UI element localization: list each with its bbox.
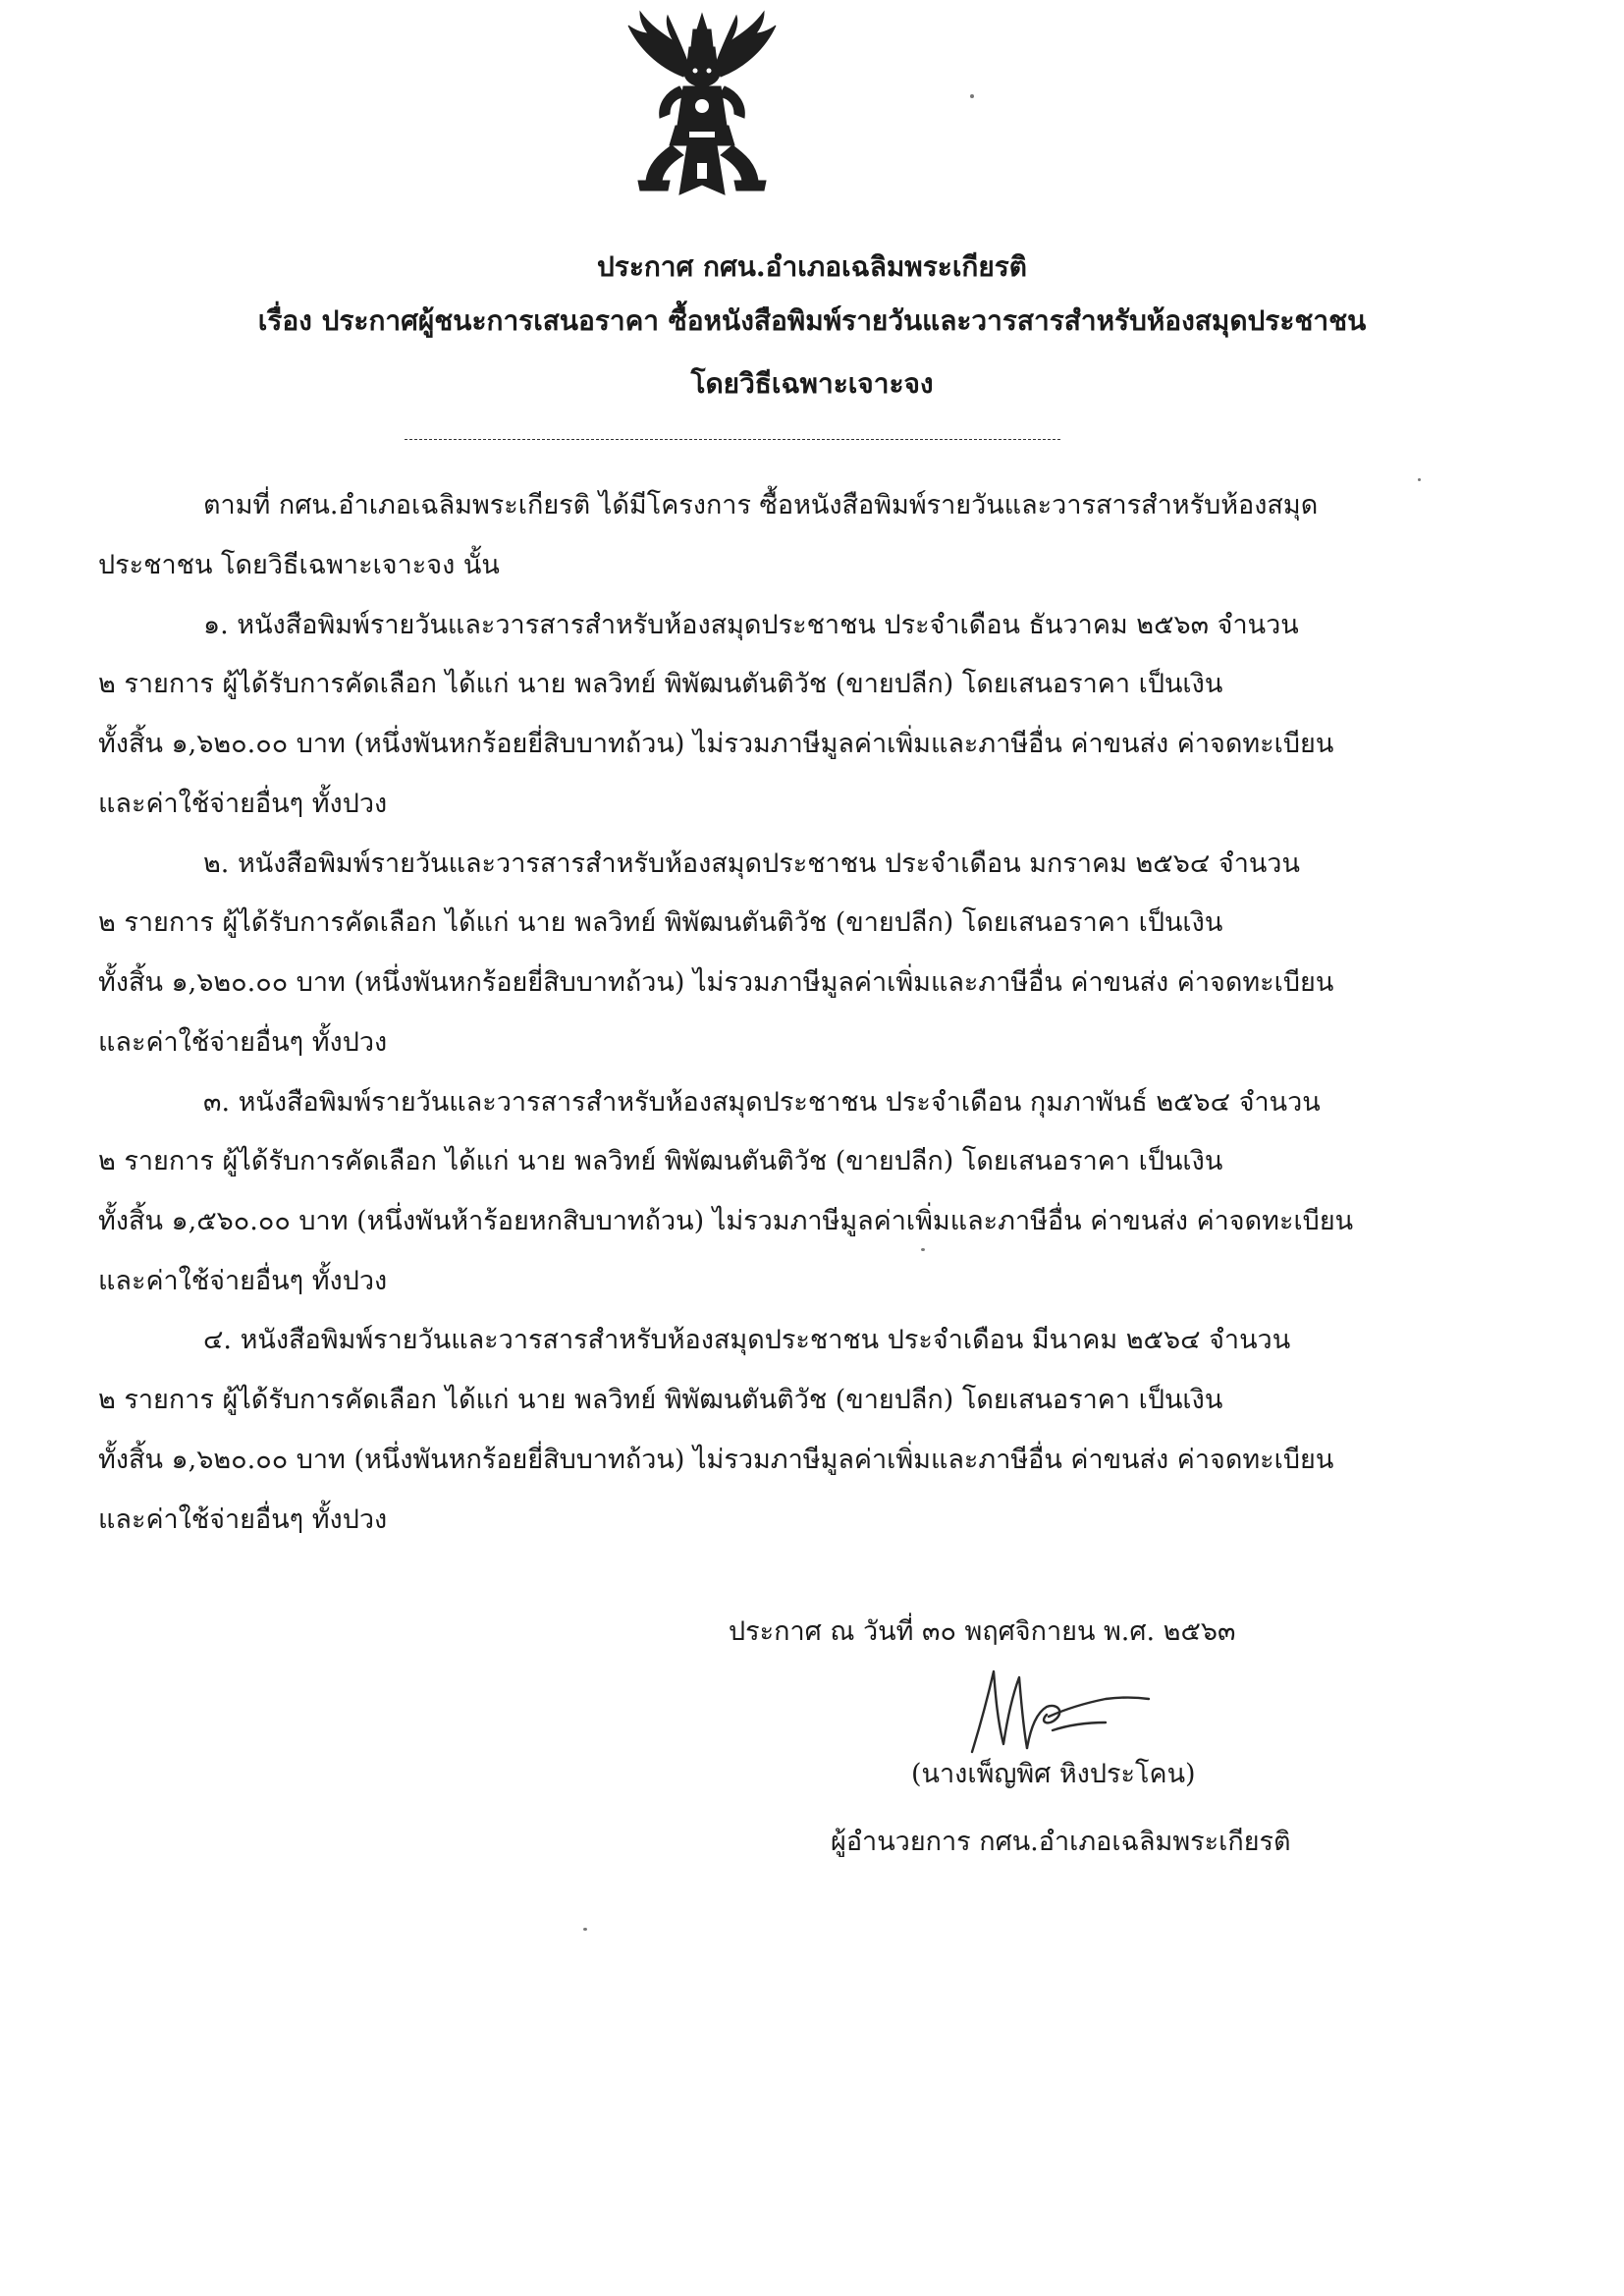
announcement-method: โดยวิธีเฉพาะเจาะจง: [690, 367, 934, 400]
item-2-line-2: ๒ รายการ ผู้ได้รับการคัดเลือก ได้แก่ นาย พลวิทย์ พิพัฒนตันติวัช (ขายปลีก) โดยเสนอราคา เป็นเงิน: [98, 907, 1223, 938]
item-1-line-2: ๒ รายการ ผู้ได้รับการคัดเลือก ได้แก่ นาย พลวิทย์ พิพัฒนตันติวัช (ขายปลีก) โดยเสนอราคา เป็นเงิน: [98, 669, 1223, 699]
item-1-line-1: ๑. หนังสือพิมพ์รายวันและวารสารสำหรับห้องสมุดประชาชน ประจำเดือน ธันวาคม ๒๕๖๓ จำนวน: [203, 610, 1299, 640]
item-1-line-3: ทั้งสิ้น ๑,๖๒๐.๐๐ บาท (หนึ่งพันหกร้อยยี่สิบบาทถ้วน) ไม่รวมภาษีมูลค่าเพิ่มและภาษีอื่น ค่าขนส่ง ค่าจดทะเบียน: [98, 729, 1334, 759]
item-2-line-4: และค่าใช้จ่ายอื่นๆ ทั้งปวง: [98, 1027, 388, 1058]
item-3-line-1: ๓. หนังสือพิมพ์รายวันและวารสารสำหรับห้องสมุดประชาชน ประจำเดือน กุมภาพันธ์ ๒๕๖๔ จำนวน: [203, 1087, 1321, 1118]
item-2-line-3: ทั้งสิ้น ๑,๖๒๐.๐๐ บาท (หนึ่งพันหกร้อยยี่สิบบาทถ้วน) ไม่รวมภาษีมูลค่าเพิ่มและภาษีอื่น ค่าขนส่ง ค่าจดทะเบียน: [98, 967, 1334, 998]
item-3-line-2: ๒ รายการ ผู้ได้รับการคัดเลือก ได้แก่ นาย พลวิทย์ พิพัฒนตันติวัช (ขายปลีก) โดยเสนอราคา เป็นเงิน: [98, 1146, 1223, 1176]
item-2-line-1: ๒. หนังสือพิมพ์รายวันและวารสารสำหรับห้องสมุดประชาชน ประจำเดือน มกราคม ๒๕๖๔ จำนวน: [203, 848, 1300, 879]
title-divider: [405, 439, 1060, 440]
handwritten-signature: [958, 1658, 1155, 1766]
item-4-line-2: ๒ รายการ ผู้ได้รับการคัดเลือก ได้แก่ นาย พลวิทย์ พิพัฒนตันติวัช (ขายปลีก) โดยเสนอราคา เป็นเงิน: [98, 1385, 1223, 1415]
item-4-line-1: ๔. หนังสือพิมพ์รายวันและวารสารสำหรับห้องสมุดประชาชน ประจำเดือน มีนาคม ๒๕๖๔ จำนวน: [203, 1325, 1291, 1355]
item-4-line-4: และค่าใช้จ่ายอื่นๆ ทั้งปวง: [98, 1504, 388, 1535]
item-3-line-4: และค่าใช้จ่ายอื่นๆ ทั้งปวง: [98, 1266, 388, 1296]
scan-speck: [1418, 478, 1421, 481]
announcement-date: ประกาศ ณ วันที่ ๓๐ พฤศจิกายน พ.ศ. ๒๕๖๓: [729, 1616, 1236, 1647]
item-3-line-3: ทั้งสิ้น ๑,๕๖๐.๐๐ บาท (หนึ่งพันห้าร้อยหกสิบบาทถ้วน) ไม่รวมภาษีมูลค่าเพิ่มและภาษีอื่น ค่าขนส่ง ค่าจดทะเบียน: [98, 1206, 1354, 1236]
item-4-line-3: ทั้งสิ้น ๑,๖๒๐.๐๐ บาท (หนึ่งพันหกร้อยยี่สิบบาทถ้วน) ไม่รวมภาษีมูลค่าเพิ่มและภาษีอื่น ค่าขนส่ง ค่าจดทะเบียน: [98, 1445, 1334, 1475]
intro-line-2: ประชาชน โดยวิธีเฉพาะเจาะจง นั้น: [98, 550, 500, 580]
item-1-line-4: และค่าใช้จ่ายอื่นๆ ทั้งปวง: [98, 789, 388, 819]
scan-speck: [921, 1248, 925, 1251]
garuda-emblem-icon: [619, 8, 785, 204]
scan-speck: [583, 1928, 587, 1931]
scan-speck: [970, 94, 974, 98]
announcement-title: ประกาศ กศน.อำเภอเฉลิมพระเกียรติ: [597, 250, 1027, 283]
signer-name: (นางเพ็ญพิศ หิงประโคน): [911, 1759, 1196, 1789]
signer-position: ผู้อำนวยการ กศน.อำเภอเฉลิมพระเกียรติ: [831, 1827, 1291, 1857]
intro-line-1: ตามที่ กศน.อำเภอเฉลิมพระเกียรติ ได้มีโครงการ ซื้อหนังสือพิมพ์รายวันและวารสารสำหรับห้องสมุด: [203, 490, 1319, 520]
announcement-subject: เรื่อง ประกาศผู้ชนะการเสนอราคา ซื้อหนังสือพิมพ์รายวันและวารสารสำหรับห้องสมุดประชาชน: [257, 304, 1367, 337]
